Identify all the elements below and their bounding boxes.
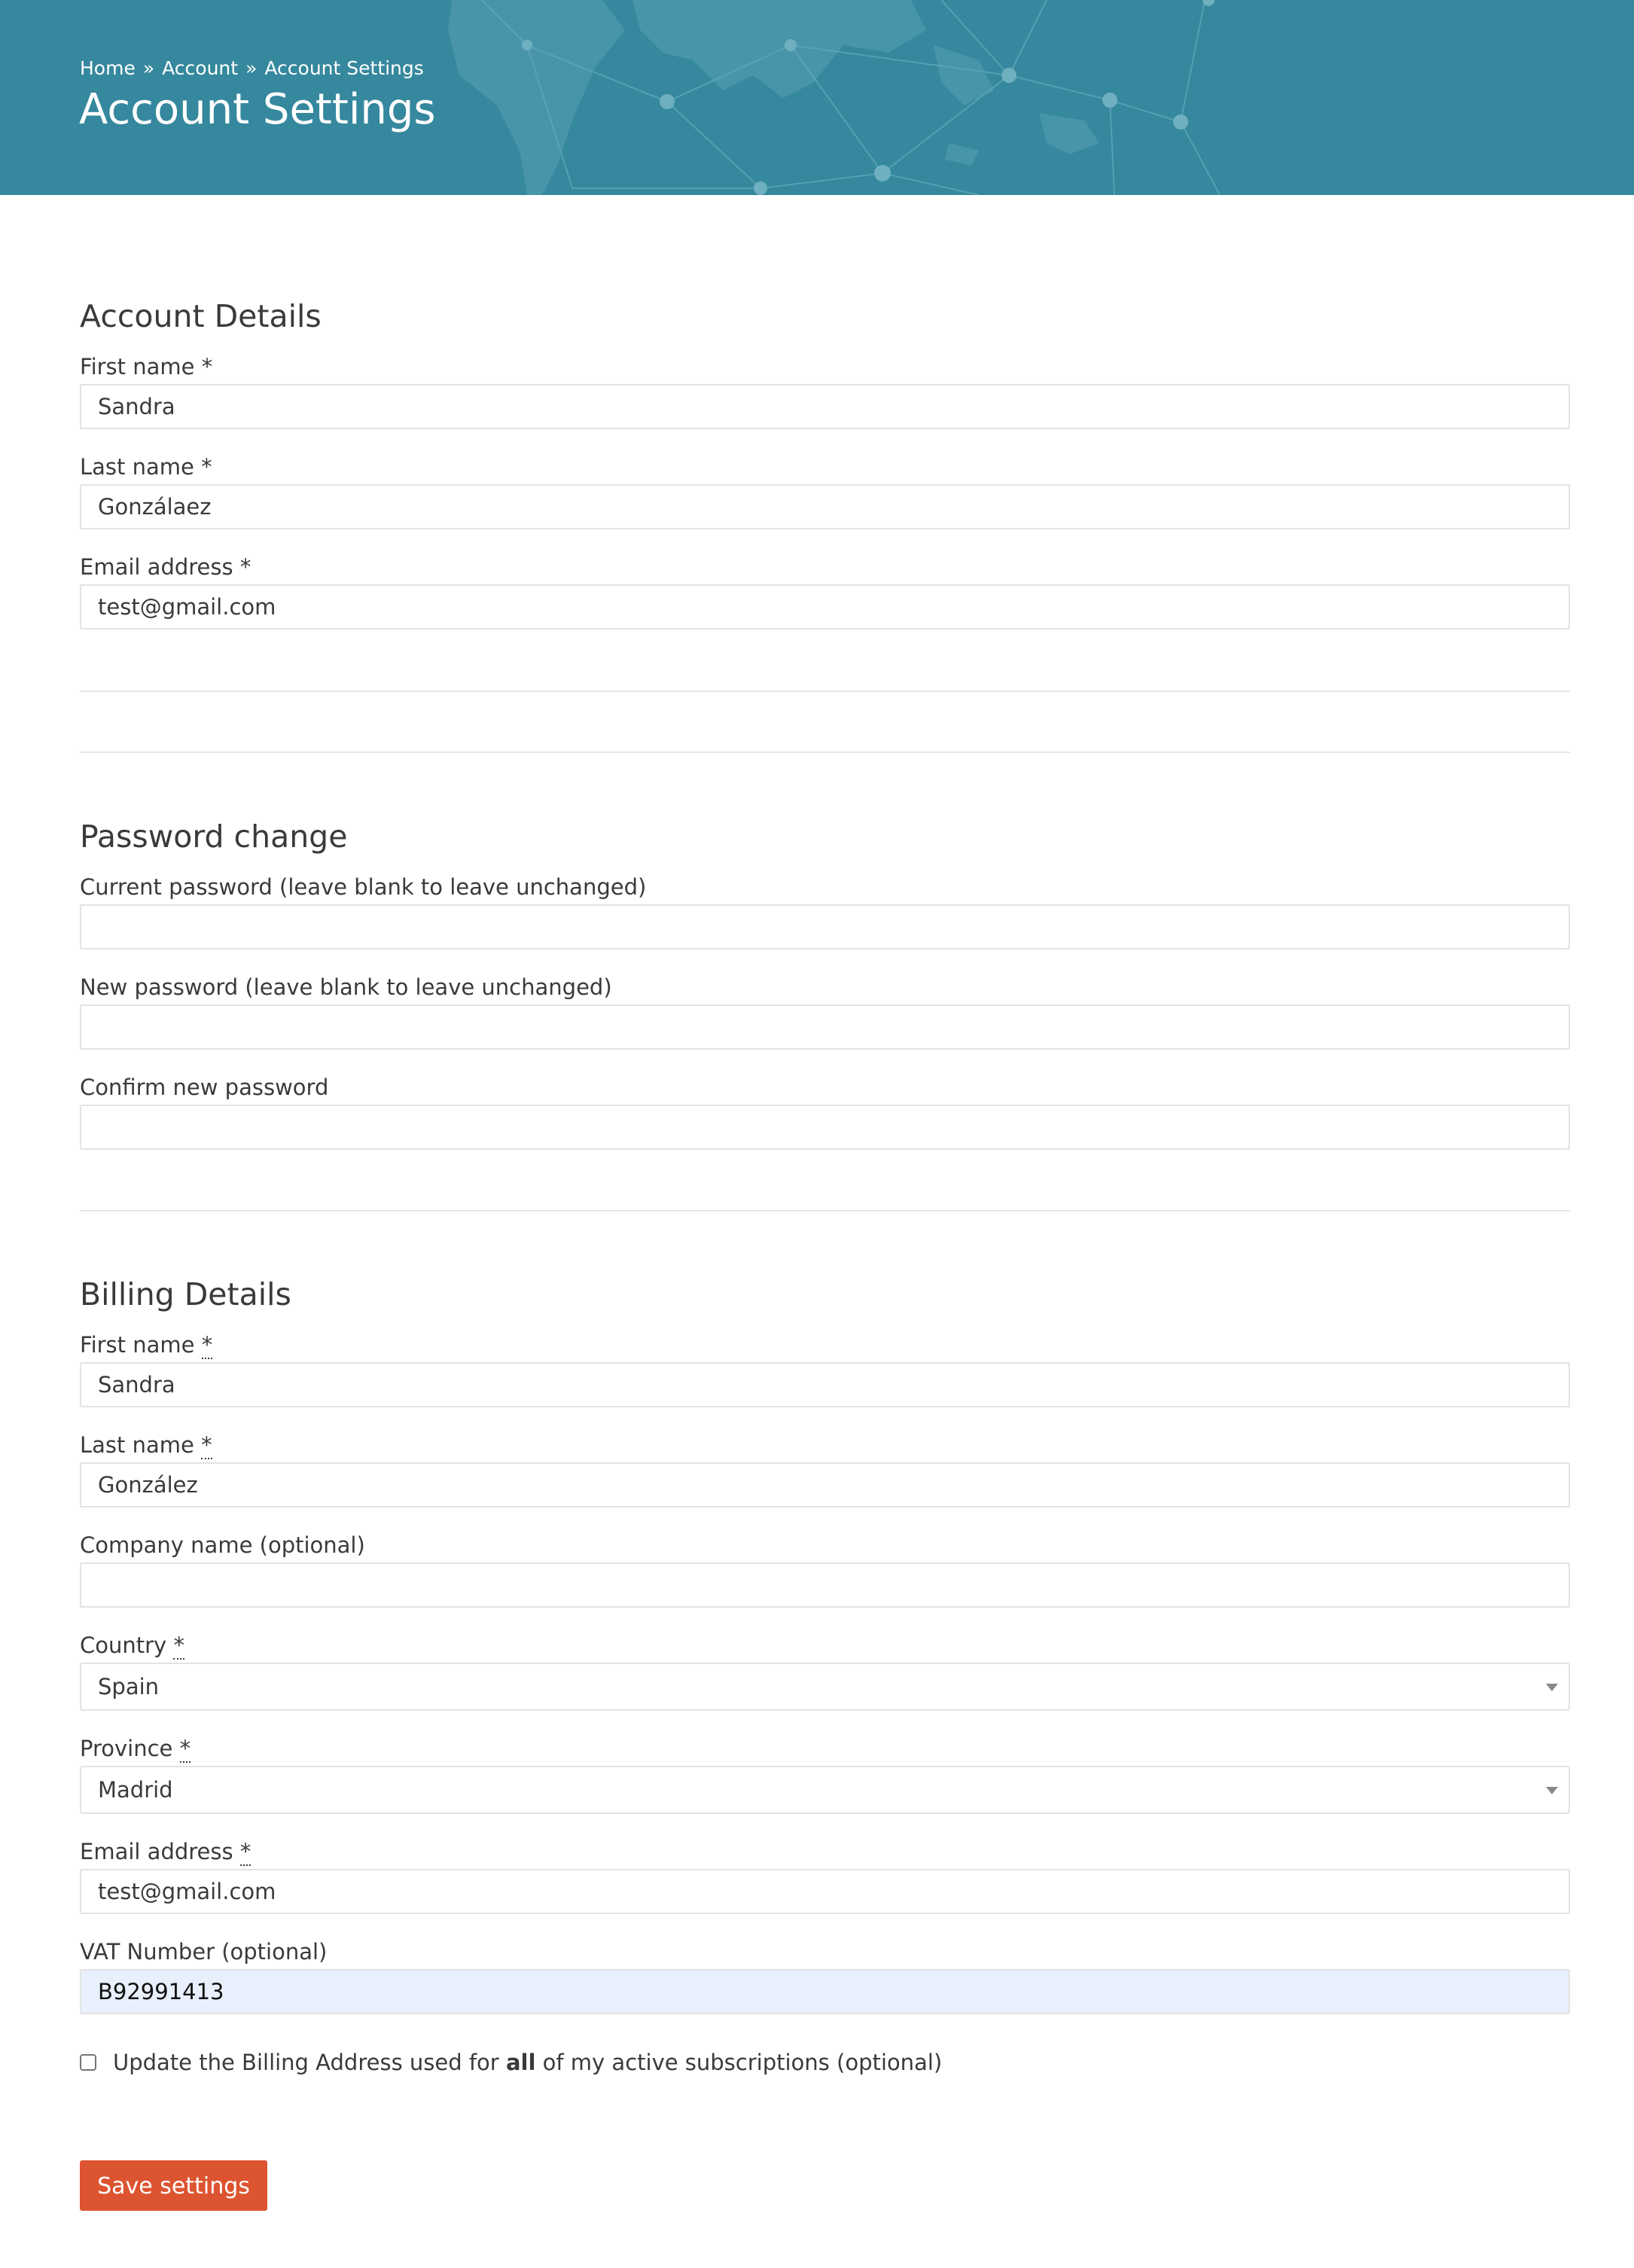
chevron-down-icon	[1546, 1684, 1558, 1691]
update-subscriptions-label: Update the Billing Address used for all of my active subscriptions (optional)	[113, 2050, 943, 2075]
required-mark: *	[201, 1432, 212, 1458]
update-subscriptions-checkbox[interactable]	[80, 2054, 96, 2071]
chevron-down-icon	[1546, 1787, 1558, 1794]
required-mark: *	[173, 1632, 184, 1658]
breadcrumb-separator: »	[142, 57, 155, 79]
update-subscriptions-option[interactable]	[80, 2050, 942, 2075]
billing-province-label: Province *	[80, 1736, 191, 1761]
confirm-password-label: Confirm new password	[80, 1075, 329, 1100]
billing-company-label: Company name (optional)	[80, 1532, 365, 1558]
billing-email-input[interactable]	[80, 1869, 1570, 1914]
account-details-heading: Account Details	[80, 298, 322, 334]
account-email-input[interactable]	[80, 584, 1570, 629]
breadcrumb-separator: »	[245, 57, 258, 79]
billing-first-name-input[interactable]	[80, 1362, 1570, 1407]
billing-details-heading: Billing Details	[80, 1276, 291, 1312]
password-change-heading: Password change	[80, 818, 348, 855]
new-password-label: New password (leave blank to leave unchanged)	[80, 974, 612, 1000]
required-mark: *	[201, 1332, 213, 1358]
page-title: Account Settings	[79, 85, 436, 134]
billing-vat-label: VAT Number (optional)	[80, 1939, 328, 1965]
billing-country-label: Country *	[80, 1632, 184, 1658]
account-last-name-label: Last name *	[80, 454, 212, 480]
current-password-input[interactable]	[80, 904, 1570, 950]
billing-first-name-label: First name *	[80, 1332, 213, 1358]
section-divider	[80, 751, 1570, 753]
account-first-name-label: First name *	[80, 354, 213, 380]
save-settings-button[interactable]: Save settings	[80, 2160, 267, 2211]
billing-province-select[interactable]	[80, 1766, 1570, 1814]
section-divider	[80, 690, 1570, 692]
billing-email-label: Email address *	[80, 1839, 252, 1864]
billing-country-value: Spain	[98, 1674, 160, 1699]
section-divider	[80, 1210, 1570, 1212]
billing-province-value: Madrid	[98, 1777, 173, 1803]
account-first-name-input[interactable]	[80, 384, 1570, 429]
billing-company-input[interactable]	[80, 1562, 1570, 1608]
billing-country-select[interactable]	[80, 1663, 1570, 1711]
new-password-input[interactable]	[80, 1004, 1570, 1050]
account-last-name-input[interactable]	[80, 484, 1570, 529]
breadcrumb	[80, 57, 424, 79]
account-email-label: Email address *	[80, 554, 252, 580]
breadcrumb-account-link[interactable]: Account	[162, 57, 239, 79]
breadcrumb-home-link[interactable]: Home	[80, 57, 136, 79]
confirm-password-input[interactable]	[80, 1105, 1570, 1150]
breadcrumb-current-page: Account Settings	[264, 57, 424, 79]
required-mark: *	[239, 1839, 252, 1864]
billing-last-name-input[interactable]	[80, 1462, 1570, 1507]
required-mark: *	[179, 1736, 191, 1761]
billing-vat-input[interactable]	[80, 1969, 1570, 2014]
billing-last-name-label: Last name *	[80, 1432, 212, 1458]
page-header-banner	[0, 0, 1634, 195]
current-password-label: Current password (leave blank to leave unchanged)	[80, 874, 647, 900]
